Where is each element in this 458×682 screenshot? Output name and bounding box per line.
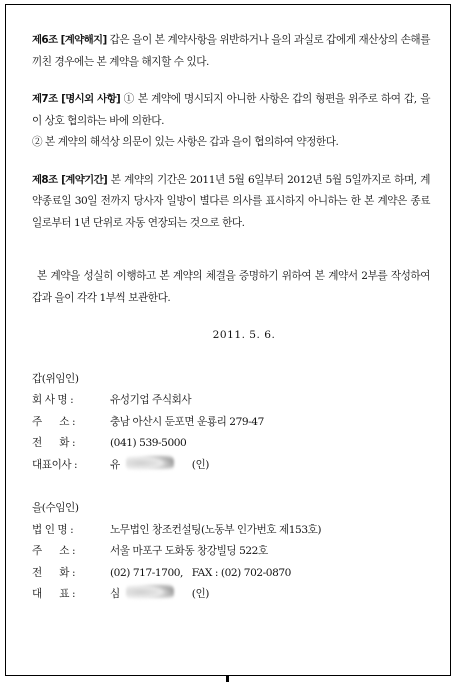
party-a-representative-surname: 유 [110, 458, 120, 471]
article-6 [32, 30, 430, 73]
party-a-address-row [32, 412, 430, 434]
article-6-heading: 제6조 [계약해지] [32, 34, 107, 46]
party-a-representative-row [32, 455, 430, 477]
party-b-phone-label: 전 화 : [32, 566, 76, 579]
party-a-title: 갑(위임인) [32, 372, 79, 385]
closing-statement: 본 계약을 성실히 이행하고 본 계약의 체결을 증명하기 위하여 본 계약서 2부를 작성하여 갑과 을이 각각 1부씩 보관한다. [32, 270, 430, 304]
party-b-phone-value: (02) 717-1700, FAX : (02) 702-0870 [110, 566, 291, 579]
party-b-representative-label: 대 표 : [32, 588, 76, 600]
party-a-company-row [32, 390, 430, 412]
party-a-company-label: 회 사 명 : [32, 394, 74, 406]
party-b-address-label: 주 소 : [32, 545, 76, 557]
party-b-representative-row [32, 584, 430, 606]
party-b-seal-mark: (인) [191, 588, 209, 600]
redacted-name-blur [126, 584, 174, 600]
party-a-address-value: 충남 아산시 둔포면 운룡리 279-47 [110, 415, 264, 428]
party-b-phone-row [32, 563, 430, 585]
article-6-text: 갑은 을이 본 계약사항을 위반하거나 을의 과실로 갑에게 재산상의 손해를 끼친 경우에는 본 계약을 해지할 수 있다. [32, 34, 430, 68]
party-a-phone-row [32, 433, 430, 455]
redacted-name-blur [126, 455, 174, 471]
party-b-block [32, 498, 430, 606]
party-a-block [32, 369, 430, 477]
contract-date: 2011. 5. 6. [212, 329, 276, 341]
article-8-heading: 제8조 [계약기간] [32, 173, 108, 186]
party-b-address-row [32, 541, 430, 563]
party-a-address-label: 주 소 : [32, 415, 76, 428]
party-b-corporation-value: 노무법인 창조컨설팅(노동부 인가번호 제153호) [110, 523, 322, 536]
article-7 [32, 89, 430, 132]
party-a-seal-mark: (인) [191, 458, 209, 471]
article-8-text: 본 계약의 기간은 2011년 5월 6일부터 2012년 5월 5일까지로 하며, 계약종료일 30일 전까지 당사자 일방이 별다른 의사를 표시하지 아니하는 한 본 계약은 종료일로부터 1년 단위로 자동 연장되는 것으로 한다. [32, 173, 430, 229]
party-a-representative-label: 대표이사 : [32, 458, 78, 471]
party-b-corporation-row [32, 520, 430, 542]
party-a-company-value: 유성기업 주식회사 [110, 394, 192, 406]
party-b-title: 을(수임인) [32, 502, 79, 514]
contract-body [32, 30, 430, 606]
party-a-phone-label: 전 화 : [32, 437, 76, 449]
page-edge-mark [226, 676, 229, 682]
article-8 [32, 170, 430, 235]
article-7-clause-2: ② 본 계약의 해석상 의문이 있는 사항은 갑과 을이 협의하여 약정한다. [32, 136, 339, 148]
article-7-text: ① 본 계약에 명시되지 아니한 사항은 갑의 형편을 위주로 하여 갑, 을이 상호 협의하는 바에 의한다. [32, 93, 430, 127]
article-7-heading: 제7조 [명시외 사항] [32, 93, 121, 105]
party-a-phone-value: (041) 539-5000 [110, 437, 187, 449]
party-b-corporation-label: 법 인 명 : [32, 523, 74, 536]
party-b-address-value: 서울 마포구 도화동 창강빌딩 522호 [110, 545, 268, 557]
party-b-representative-surname: 심 [110, 588, 120, 600]
